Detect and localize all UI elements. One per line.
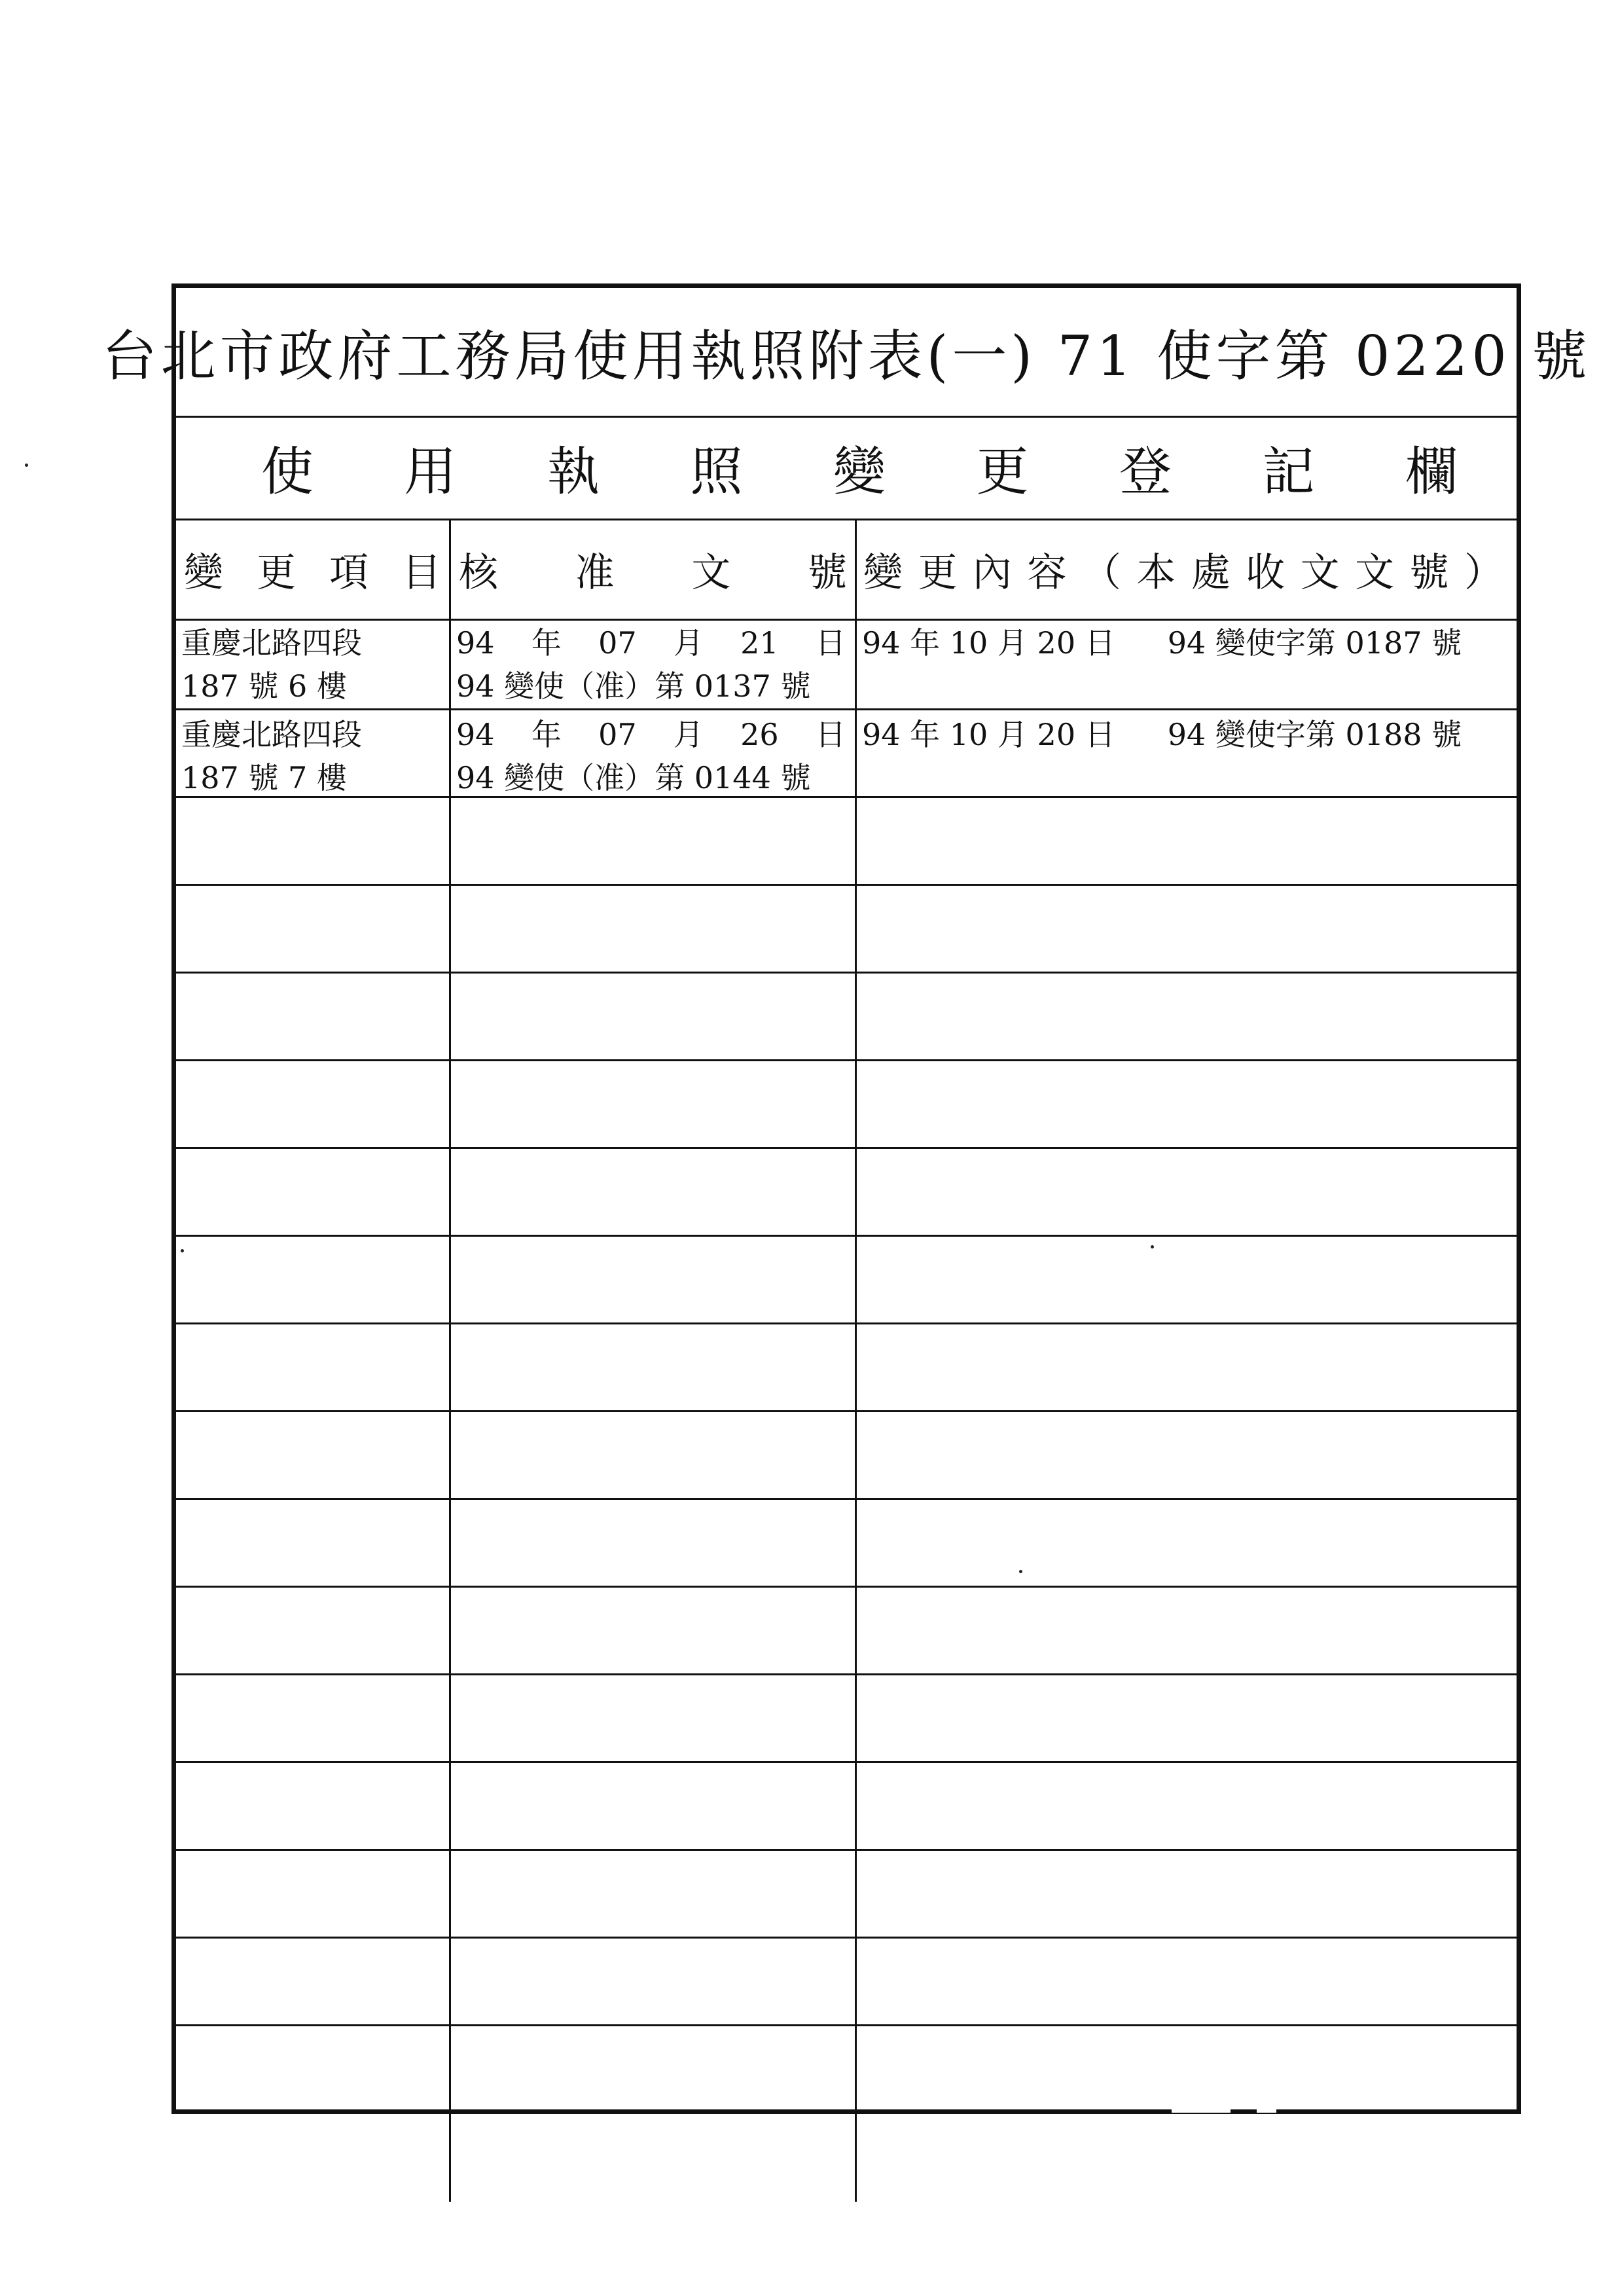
content-line <box>862 621 1511 665</box>
cell-change-content <box>857 1149 1517 1235</box>
table-row <box>176 1939 1517 2026</box>
item-line: 重慶北路四段 <box>181 717 362 752</box>
table-row <box>176 1675 1517 1763</box>
cell-change-content <box>857 1324 1517 1410</box>
table-row <box>176 886 1517 974</box>
content-date: 94 年 10 月 20 日 <box>862 625 1115 661</box>
cell-change-item <box>176 1149 451 1235</box>
cell-approval <box>451 1851 857 1937</box>
header-change-item <box>176 520 451 619</box>
header-char: 文 <box>1300 550 1340 596</box>
cell-change-content <box>857 619 1517 708</box>
section-char: 執 <box>547 441 600 502</box>
table-row <box>176 1851 1517 1939</box>
date-part: 07 <box>598 717 637 752</box>
cell-change-item <box>176 1851 451 1937</box>
table-row <box>176 1412 1517 1500</box>
section-char: 用 <box>404 441 457 502</box>
table-row <box>176 974 1517 1061</box>
form-title: 台北市政府工務局使用執照附表(一) 71 使字第 0220 號 <box>101 324 1591 388</box>
section-char: 更 <box>976 441 1029 502</box>
cell-change-item <box>176 1675 451 1761</box>
section-char: 登 <box>1119 441 1172 502</box>
cell-change-content <box>857 1939 1517 2024</box>
cell-change-content <box>857 1588 1517 1673</box>
item-line: 187 號 7 樓 <box>181 760 347 795</box>
header-approval-number <box>451 520 857 619</box>
header-char: 處 <box>1191 550 1231 596</box>
date-part: 07 <box>598 625 637 661</box>
table-row <box>176 2026 1517 2114</box>
content-date: 94 年 10 月 20 日 <box>862 717 1115 752</box>
date-part: 26 <box>740 717 779 752</box>
table-row <box>176 1061 1517 1149</box>
cell-approval <box>451 1237 857 1322</box>
date-part: 21 <box>740 625 779 661</box>
date-part: 94 <box>456 625 495 661</box>
cell-change-item <box>176 1324 451 1410</box>
header-char: 文 <box>691 550 731 596</box>
cell-change-item <box>176 2114 451 2202</box>
cell-change-item <box>176 710 451 796</box>
date-part: 日 <box>815 717 846 752</box>
table-row <box>176 1237 1517 1324</box>
cell-change-content <box>857 2026 1517 2112</box>
section-char: 記 <box>1262 441 1315 502</box>
scan-speck <box>1019 1570 1022 1573</box>
table-row <box>176 1763 1517 1851</box>
table-row <box>176 1324 1517 1412</box>
header-char: 本 <box>1136 550 1176 596</box>
header-char: 項 <box>329 550 369 596</box>
cell-change-content <box>857 1061 1517 1147</box>
cell-approval <box>451 1061 857 1147</box>
section-char: 欄 <box>1405 441 1458 502</box>
cell-change-item <box>176 798 451 884</box>
cell-approval <box>451 2026 857 2112</box>
cell-change-item <box>176 1412 451 1498</box>
cell-change-item <box>176 1237 451 1322</box>
item-line: 187 號 6 樓 <box>181 668 347 704</box>
header-char: 變 <box>184 550 223 596</box>
cell-approval <box>451 886 857 972</box>
cell-approval <box>451 1763 857 1849</box>
header-char: （ <box>1081 550 1121 596</box>
date-part: 年 <box>531 625 562 661</box>
date-part: 日 <box>815 625 846 661</box>
cell-change-content <box>857 798 1517 884</box>
section-char: 使 <box>261 441 314 502</box>
scan-speck <box>1151 1245 1154 1248</box>
cell-change-content <box>857 1412 1517 1498</box>
approval-date <box>456 713 850 756</box>
cell-change-item <box>176 2026 451 2112</box>
scan-speck <box>25 464 28 467</box>
header-char: 准 <box>575 550 615 596</box>
cell-approval <box>451 1500 857 1586</box>
section-heading <box>176 416 1517 520</box>
cell-approval <box>451 974 857 1059</box>
cell-change-item <box>176 1588 451 1673</box>
cell-approval <box>451 1324 857 1410</box>
content-number: 94 變使字第 0187 號 <box>1167 625 1462 661</box>
scan-gap <box>1172 2109 1231 2113</box>
header-char: 號 <box>1409 550 1449 596</box>
header-char: 核 <box>459 550 498 596</box>
column-header-row <box>176 520 1517 621</box>
cell-change-item <box>176 1763 451 1849</box>
header-char: 收 <box>1246 550 1285 596</box>
table-row <box>176 1588 1517 1675</box>
header-change-content <box>857 520 1517 619</box>
cell-approval <box>451 1939 857 2024</box>
cell-approval <box>451 1412 857 1498</box>
date-part: 月 <box>673 625 704 661</box>
cell-approval <box>451 710 857 796</box>
cell-change-content <box>857 886 1517 972</box>
content-number: 94 變使字第 0188 號 <box>1167 717 1462 752</box>
cell-change-content <box>857 974 1517 1059</box>
cell-change-item <box>176 1500 451 1586</box>
form-title-row <box>101 288 1591 418</box>
scan-speck <box>181 1249 184 1252</box>
cell-approval <box>451 619 857 708</box>
cell-approval <box>451 1588 857 1673</box>
cell-approval <box>451 1675 857 1761</box>
header-char: 號 <box>807 550 847 596</box>
change-registration-form <box>101 283 1591 2114</box>
cell-change-item <box>176 974 451 1059</box>
cell-approval <box>451 798 857 884</box>
table-row <box>176 1149 1517 1237</box>
cell-change-content <box>857 1763 1517 1849</box>
approval-number: 94 變使（准）第 0137 號 <box>456 668 811 704</box>
table-row <box>176 710 1517 798</box>
cell-change-content <box>857 1851 1517 1937</box>
cell-change-content <box>857 1675 1517 1761</box>
table-row <box>176 798 1517 886</box>
cell-change-content <box>857 2114 1517 2202</box>
table-row <box>176 619 1517 710</box>
date-part: 94 <box>456 717 495 752</box>
header-char: 更 <box>918 550 958 596</box>
section-char: 變 <box>833 441 886 502</box>
cell-change-content <box>857 710 1517 796</box>
date-part: 月 <box>673 717 704 752</box>
cell-change-item <box>176 619 451 708</box>
approval-number: 94 變使（准）第 0144 號 <box>456 760 811 795</box>
cell-change-content <box>857 1237 1517 1322</box>
section-char: 照 <box>690 441 743 502</box>
header-char: 目 <box>402 550 441 596</box>
scan-gap <box>1257 2109 1276 2113</box>
cell-change-item <box>176 1939 451 2024</box>
cell-change-item <box>176 1061 451 1147</box>
date-part: 年 <box>531 717 562 752</box>
cell-approval <box>451 1149 857 1235</box>
header-char: ） <box>1464 550 1503 596</box>
cell-change-content <box>857 1500 1517 1586</box>
cell-change-item <box>176 886 451 972</box>
cell-approval <box>451 2114 857 2202</box>
table-row <box>176 2114 1517 2202</box>
table-body <box>176 619 1517 2114</box>
header-char: 內 <box>972 550 1012 596</box>
item-line: 重慶北路四段 <box>181 625 362 661</box>
table-row <box>176 1500 1517 1588</box>
header-char: 容 <box>1027 550 1067 596</box>
header-char: 變 <box>863 550 903 596</box>
approval-date <box>456 621 850 665</box>
content-line <box>862 713 1511 756</box>
header-char: 更 <box>257 550 296 596</box>
header-char: 文 <box>1355 550 1395 596</box>
